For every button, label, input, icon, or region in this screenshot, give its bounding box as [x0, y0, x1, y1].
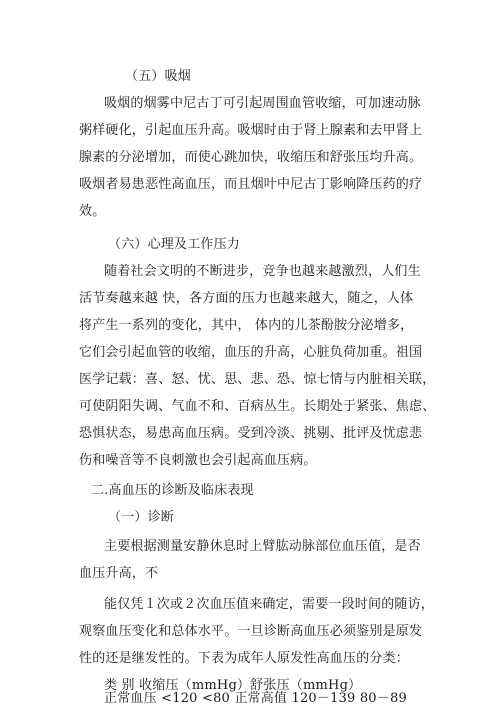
subheading-diagnosis: （一）诊断 [108, 510, 175, 525]
paragraph-line: 血压升高，不 [79, 566, 159, 581]
paragraph-line: 医学记载：喜、怒、忧、思、悲、恐、惊七情与内脏相关联， [79, 372, 436, 387]
paragraph-line: 效。 [79, 204, 106, 219]
heading-smoking: （五）吸烟 [125, 69, 192, 84]
paragraph-line: 吸烟的烟雾中尼古丁可引起周围血管收缩，可加速动脉 [104, 96, 421, 111]
paragraph-line: 性的还是继发性的。下表为成年人原发性高血压的分类： [79, 651, 410, 666]
paragraph-line: 将产生一系列的变化，其中， 体内的儿茶酚胺分泌增多， [79, 318, 414, 333]
paragraph-line: 能仅凭１次或２次血压值来确定，需要一段时间的随访， [104, 597, 435, 612]
paragraph-line: 可使阴阳失调、气血不和、百病丛生。长期处于紧张、焦虑、 [79, 399, 436, 414]
heading-psychology-stress: （六）心理及工作压力 [108, 237, 241, 252]
paragraph-line: 恐惧状态，易患高血压病。受到冷淡、挑剔、批评及忧虑悲 [79, 426, 423, 441]
paragraph-line: 腺素的分泌增加，而使心跳加快，收缩压和舒张压均升高。 [79, 150, 423, 165]
section-heading-diagnosis: 二.高血压的诊断及临床表现 [91, 483, 254, 498]
paragraph-line: 观察血压变化和总体水平。一旦诊断高血压必须鉴别是原发 [79, 624, 423, 639]
paragraph-line: 随着社会文明的不断进步，竞争也越来越激烈，人们生 [104, 264, 421, 279]
paragraph-line: 主要根据测量安静休息时上臂肱动脉部位血压值，是否 [104, 539, 421, 554]
paragraph-line: 吸烟者易患恶性高血压，而且烟叶中尼古丁影响降压药的疗 [79, 177, 423, 192]
table-row-line: 正常血压 <120 <80 正常高值 120－139 80－89 [104, 691, 407, 706]
paragraph-line: 它们会引起血管的收缩，血压的升高，心脏负荷加重。祖国 [79, 345, 423, 360]
paragraph-line: 活节奏越来越 快，各方面的压力也越来越大，随之，人体 [79, 291, 414, 306]
paragraph-line: 粥样硬化，引起血压升高。吸烟时由于肾上腺素和去甲肾上 [79, 123, 423, 138]
table-header-line: 类 别 收缩压（mmHg）舒张压（mmHg） [104, 678, 362, 693]
paragraph-line: 伤和噪音等不良刺激也会引起高血压病。 [79, 453, 317, 468]
